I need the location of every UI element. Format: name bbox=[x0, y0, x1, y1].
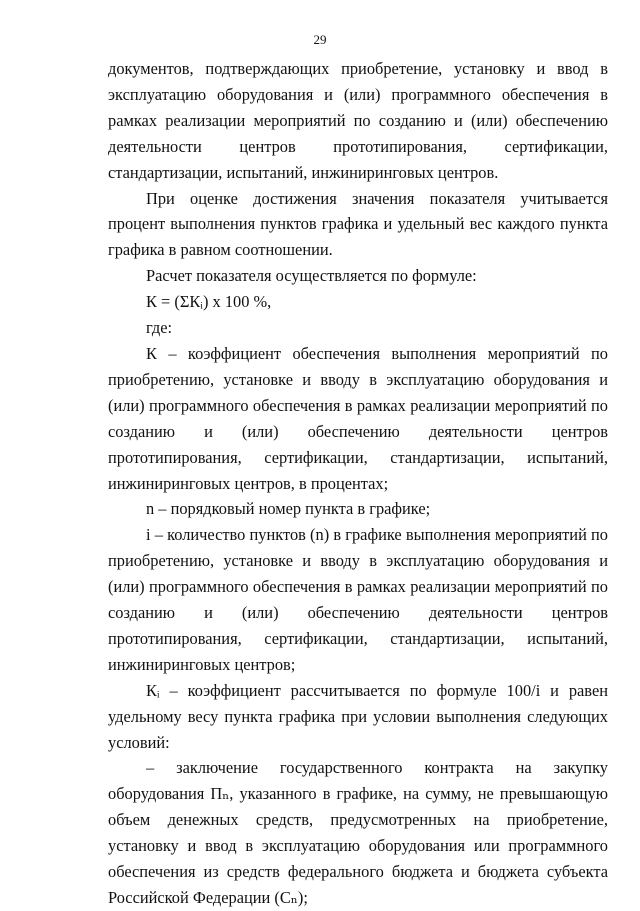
page-number: 29 bbox=[313, 32, 327, 47]
formula: К = (ΣКᵢ) x 100 %, bbox=[146, 292, 272, 312]
document-body bbox=[108, 56, 608, 911]
paragraph: где: bbox=[146, 318, 173, 338]
paragraph: документов, подтверждающих приобретение, установку и ввод в эксплуатацию оборудования и (или) программного обеспечения в рамках реализации мероприятий по созданию и (или) обеспечению деятельности центров прототипирования, сертификации, стандартизации, испытаний, инжиниринговых центров. bbox=[108, 59, 608, 182]
definition-k: К – коэффициент обеспечения выполнения мероприятий по приобретению, установке и вводу в эксплуатацию оборудования и (или) программного обеспечения в рамках реализации мероприятий по созданию и (или) обеспечению деятельности центров прототипирования, сертификации, стандартизации, испытаний, инжиниринговых центров, в процентах; bbox=[108, 343, 608, 493]
condition-item: – заключение государственного контракта на закупку оборудования Пₙ, указанного в графике, на сумму, не превышающую объем денежных средств, предусмотренных на приобретение, установку и ввод в эксплуатацию оборудования или программного обеспечения из средств федерального бюджета и бюджета субъекта Российской Федерации (Сₙ); bbox=[108, 758, 608, 907]
paragraph: При оценке достижения значения показателя учитывается процент выполнения пунктов графика и удельный вес каждого пункта графика в равном соотношении. bbox=[108, 188, 608, 260]
definition-ki: Кᵢ – коэффициент рассчитывается по формуле 100/i и равен удельному весу пункта графика при условии выполнения следующих условий: bbox=[108, 680, 608, 752]
definition-n: n – порядковый номер пункта в графике; bbox=[146, 499, 431, 519]
definition-i: i – количество пунктов (n) в графике выполнения мероприятий по приобретению, установке и вводу в эксплуатацию оборудования и (или) программного обеспечения в рамках реализации мероприятий по созданию и (или) обеспечению деятельности центров прототипирования, сертификации, стандартизации, испытаний, инжиниринговых центров; bbox=[108, 525, 608, 674]
paragraph: Расчет показателя осуществляется по формуле: bbox=[146, 266, 477, 286]
